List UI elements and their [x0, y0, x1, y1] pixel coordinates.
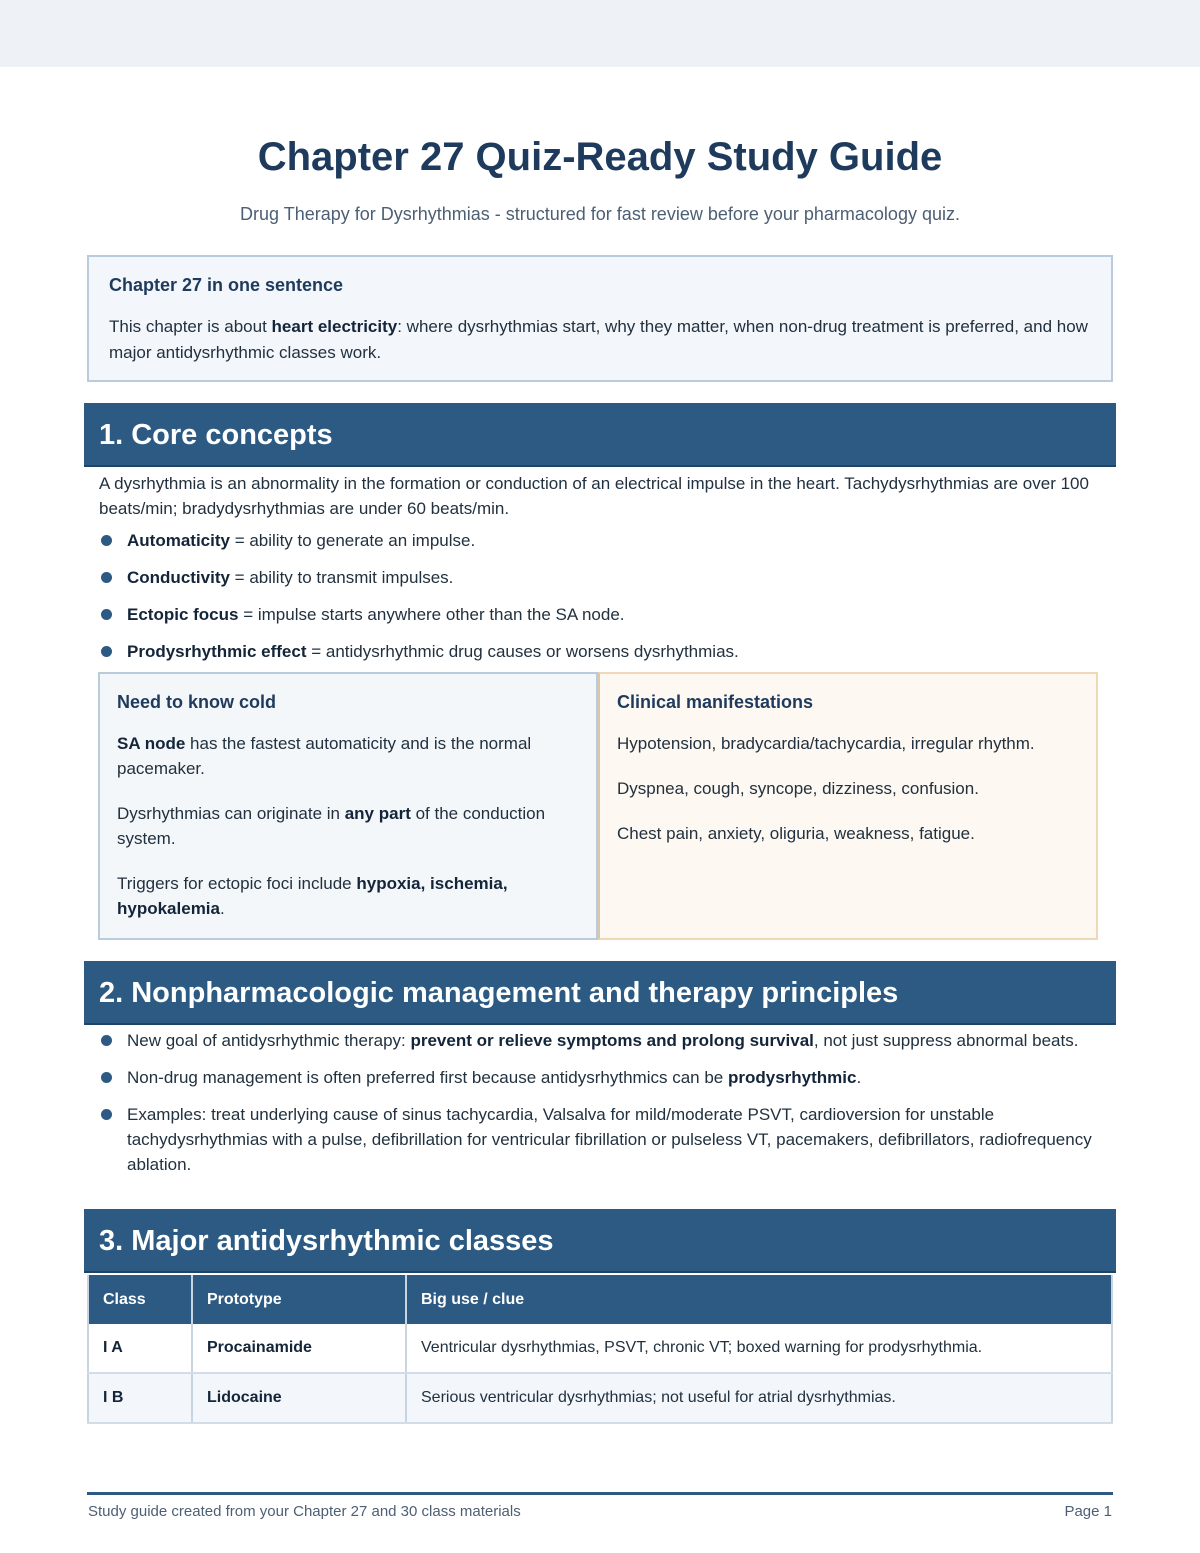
top-band [0, 0, 1200, 67]
cell-class: I B [88, 1373, 192, 1423]
bullet-term: Ectopic focus [127, 605, 239, 624]
bullet-definition: = antidysrhythmic drug causes or worsens dysrhythmias. [306, 642, 739, 661]
bullet-text: . [856, 1068, 862, 1087]
need-to-know-point [117, 801, 579, 851]
bullet-term: Prodysrhythmic effect [127, 642, 307, 661]
summary-text-end: : where dysrhythmias start, why they matter, when non-drug treatment is preferred, and how major antidysrhythmic classes work. [109, 317, 1088, 362]
point-text: Triggers for ectopic foci include [117, 874, 357, 893]
footer-divider [87, 1492, 1113, 1495]
column-header-use: Big use / clue [406, 1275, 1112, 1324]
point-text: of the conduction system. [117, 804, 546, 848]
list-item: Examples: treat underlying cause of sinus tachycardia, Valsalva for mild/moderate PSVT, cardioversion for unstable tachydysrhythmias with a pulse, defibrillation for ventricular fibrillation or pulseless VT, pacemakers, defibrillators, radiofrequency ablation. [99, 1102, 1109, 1177]
bullet-text: Non-drug management is often preferred first because antidysrhythmics can be [127, 1068, 728, 1087]
bullet-definition: = ability to generate an impulse. [229, 531, 476, 550]
summary-box [87, 255, 1113, 382]
bullet-term: Automaticity [127, 531, 230, 550]
section-heading-antidysrhythmic-classes: 3. Major antidysrhythmic classes [84, 1209, 1116, 1273]
column-header-class: Class [88, 1275, 192, 1324]
cell-clue: Serious ventricular dysrhythmias; not useful for atrial dysrhythmias. [406, 1373, 1112, 1423]
page-title: Chapter 27 Quiz-Ready Study Guide [257, 135, 943, 179]
cell-prototype: Procainamide [192, 1324, 406, 1373]
point-bold: SA node [117, 734, 186, 753]
clinical-manifestations-heading: Clinical manifestations [617, 692, 814, 712]
nonpharmacologic-list [99, 1028, 1109, 1177]
summary-text-bold: heart electricity [271, 317, 398, 336]
cell-class: I A [88, 1324, 192, 1373]
need-to-know-point [117, 871, 579, 921]
column-header-prototype: Prototype [192, 1275, 406, 1324]
clinical-manifestation-line: Hypotension, bradycardia/tachycardia, irregular rhythm. [617, 734, 1035, 753]
list-item [99, 1065, 1109, 1090]
clinical-manifestation-line: Chest pain, anxiety, oliguria, weakness, fatigue. [617, 824, 975, 843]
point-text: has the fastest automaticity and is the normal pacemaker. [117, 734, 532, 778]
list-item [99, 639, 1109, 664]
point-bold: hypoxia, ischemia, hypokalemia [117, 874, 508, 918]
cell-clue: Ventricular dysrhythmias, PSVT, chronic VT; boxed warning for prodysrhythmia. [406, 1324, 1112, 1373]
antidysrhythmic-classes-table [87, 1275, 1113, 1424]
point-bold: any part [344, 804, 411, 823]
list-item [99, 1028, 1109, 1053]
bullet-bold: prevent or relieve symptoms and prolong survival [410, 1031, 814, 1050]
bullet-definition: = ability to transmit impulses. [229, 568, 454, 587]
bullet-text: , not just suppress abnormal beats. [813, 1031, 1079, 1050]
page-number: Page 1 [1064, 1503, 1112, 1520]
table-header-row [88, 1275, 1112, 1324]
bullet-text: New goal of antidysrhythmic therapy: [127, 1031, 411, 1050]
bullet-definition: = impulse starts anywhere other than the SA node. [238, 605, 625, 624]
need-to-know-point [117, 731, 579, 781]
table-row [88, 1324, 1112, 1373]
footer-source-note: Study guide created from your Chapter 27 and 30 class materials [88, 1503, 521, 1520]
clinical-manifestation-line: Dyspnea, cough, syncope, dizziness, confusion. [617, 779, 979, 798]
summary-heading: Chapter 27 in one sentence [109, 275, 344, 295]
section-heading-nonpharmacologic: 2. Nonpharmacologic management and therapy principles [84, 961, 1116, 1025]
need-to-know-heading: Need to know cold [117, 692, 277, 712]
clinical-manifestations-card [598, 672, 1098, 940]
summary-text-start: This chapter is about [109, 317, 272, 336]
list-item [99, 565, 1109, 590]
bullet-term: Conductivity [127, 568, 230, 587]
bullet-bold: prodysrhythmic [727, 1068, 857, 1087]
page-subtitle: Drug Therapy for Dysrhythmias - structured for fast review before your pharmacology quiz. [240, 204, 960, 224]
need-to-know-card [98, 672, 598, 940]
core-concepts-list [99, 528, 1109, 664]
table-row [88, 1373, 1112, 1423]
section-heading-core-concepts: 1. Core concepts [84, 403, 1116, 467]
key-points-panel [98, 672, 1098, 940]
list-item [99, 528, 1109, 553]
summary-text [109, 314, 1091, 366]
cell-prototype: Lidocaine [192, 1373, 406, 1423]
list-item [99, 602, 1109, 627]
core-concepts-intro: A dysrhythmia is an abnormality in the formation or conduction of an electrical impulse in the heart. Tachydysrhythmias are over 100 beats/min; bradydysrhythmias are under 60 beats/min. [99, 474, 1089, 518]
point-text: Dysrhythmias can originate in [117, 804, 345, 823]
point-text: . [220, 899, 225, 918]
